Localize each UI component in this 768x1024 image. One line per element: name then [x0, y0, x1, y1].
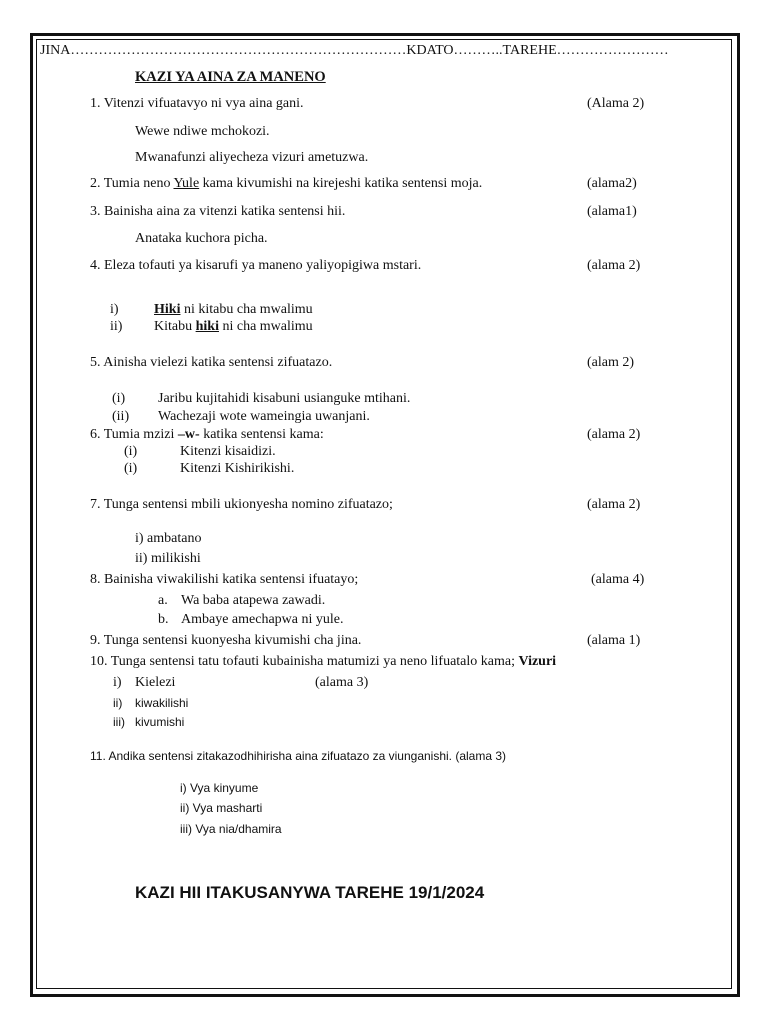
question-1: 1. Vitenzi vifuatavyo ni vya aina gani. [90, 96, 304, 111]
class-blank: ……….. [453, 43, 503, 58]
question-5-item-2: Wachezaji wote wameingia uwanjani. [158, 409, 370, 424]
question-2: 2. Tumia neno Yule kama kivumishi na kirejeshi katika sentensi moja. [90, 176, 483, 191]
question-10: 10. Tunga sentensi tatu tofauti kubainisha matumizi ya neno lifuatalo kama; Vizuri [90, 654, 557, 669]
question-4: 4. Eleza tofauti ya kisarufi ya maneno yaliyopigiwa mstari. [90, 258, 422, 273]
question-10-num-2: ii) [113, 696, 123, 710]
question-11: 11. Andika sentensi zitakazodhihirisha aina zifuatazo za viunganishi. (alama 3) [90, 749, 507, 763]
question-8-num-2: b. [158, 612, 169, 627]
question-5: 5. Ainisha vielezi katika sentensi zifuatazo. [90, 355, 333, 370]
question-4-item-1: Hiki ni kitabu cha mwalimu [154, 302, 313, 317]
question-7: 7. Tunga sentensi mbili ukionyesha nomino zifuatazo; [90, 497, 393, 512]
question-4-num-2: ii) [110, 319, 123, 334]
question-2-marks: (alama2) [587, 176, 637, 191]
question-4-marks: (alama 2) [587, 258, 641, 273]
question-5-num-2: (ii) [112, 409, 130, 424]
question-10-num-1: i) [113, 675, 122, 690]
question-8-marks: (alama 4) [591, 572, 645, 587]
question-11-item-2: ii) Vya masharti [180, 801, 263, 815]
question-10-item-1: Kielezi [135, 675, 176, 690]
question-3-marks: (alama1) [587, 204, 637, 219]
question-6: 6. Tumia mzizi –w- katika sentensi kama: [90, 427, 324, 442]
question-5-item-1: Jaribu kujitahidi kisabuni usianguke mtihani. [158, 391, 411, 406]
question-6-item-2: Kitenzi Kishirikishi. [180, 461, 295, 476]
question-8-num-1: a. [158, 593, 168, 608]
key-word: Vizuri [518, 654, 557, 669]
date-label: TAREHE [502, 43, 557, 58]
question-8-item-2: Ambaye amechapwa ni yule. [181, 612, 344, 627]
question-9-marks: (alama 1) [587, 633, 641, 648]
question-3-example: Anataka kuchora picha. [135, 231, 268, 246]
date-blank: …………………… [556, 43, 669, 58]
question-3: 3. Bainisha aina za vitenzi katika sentensi hii. [90, 204, 346, 219]
class-label: KDATO [406, 43, 454, 58]
question-6-num-2: (i) [124, 461, 138, 476]
question-8-item-1: Wa baba atapewa zawadi. [181, 593, 326, 608]
question-7-marks: (alama 2) [587, 497, 641, 512]
question-6-item-1: Kitenzi kisaidizi. [180, 444, 276, 459]
question-1-example-2: Mwanafunzi aliyecheza vizuri ametuzwa. [135, 150, 369, 165]
page-title: KAZI YA AINA ZA MANENO [135, 69, 326, 85]
question-1-marks: (Alama 2) [587, 96, 645, 111]
question-8: 8. Bainisha viwakilishi katika sentensi ifuatayo; [90, 572, 359, 587]
question-11-item-1: i) Vya kinyume [180, 781, 259, 795]
name-blank: ……………………………………………………………… [70, 43, 407, 58]
underlined-word: Yule [173, 176, 200, 191]
question-4-num-1: i) [110, 302, 119, 317]
question-9: 9. Tunga sentensi kuonyesha kivumishi cha jina. [90, 633, 362, 648]
root-word: –w- [177, 427, 200, 442]
question-10-num-3: iii) [113, 715, 125, 729]
name-label: JINA [40, 43, 71, 58]
question-11-item-3: iii) Vya nia/dhamira [180, 822, 282, 836]
question-7-item-2: ii) milikishi [135, 551, 201, 566]
question-6-num-1: (i) [124, 444, 138, 459]
header-line [40, 43, 669, 59]
question-7-item-1: i) ambatano [135, 531, 202, 546]
question-4-item-2: Kitabu hiki ni cha mwalimu [154, 319, 313, 334]
question-5-num-1: (i) [112, 391, 126, 406]
question-10-item-2: kiwakilishi [135, 696, 189, 710]
question-5-marks: (alam 2) [587, 355, 635, 370]
question-10-marks: (alama 3) [315, 675, 369, 690]
question-6-marks: (alama 2) [587, 427, 641, 442]
question-1-example-1: Wewe ndiwe mchokozi. [135, 124, 270, 139]
question-10-item-3: kivumishi [135, 715, 185, 729]
submission-note: KAZI HII ITAKUSANYWA TAREHE 19/1/2024 [135, 883, 485, 902]
